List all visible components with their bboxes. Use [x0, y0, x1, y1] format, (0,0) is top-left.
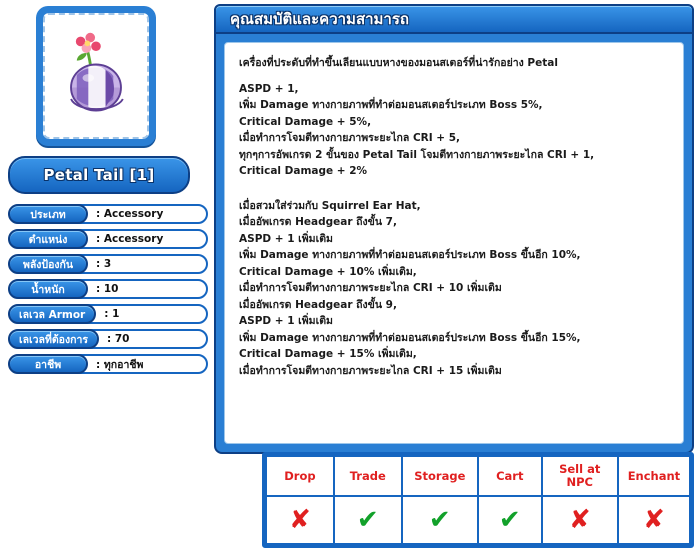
- properties-panel-body: [214, 32, 694, 454]
- properties-panel: [214, 4, 694, 454]
- check-icon: ✔: [498, 505, 521, 535]
- stat-key-defense: พลังป้องกัน: [8, 254, 88, 274]
- cross-icon: ✘: [643, 505, 665, 535]
- description-line: เมื่ออัพเกรด Headgear ถึงขั้น 9,: [239, 298, 397, 311]
- stat-row-position: [8, 229, 208, 249]
- stat-value-weight: : 10: [78, 279, 208, 299]
- description-line: Critical Damage + 10% เพิ่มเติม,: [239, 265, 417, 278]
- snail-shell-flower-icon: [48, 28, 144, 124]
- description-line: ASPD + 1 เพิ่มเติม: [239, 232, 333, 245]
- stat-key-required-level: เลเวลที่ต้องการ: [8, 329, 99, 349]
- stat-value-position: : Accessory: [78, 229, 208, 249]
- description-line: ASPD + 1 เพิ่มเติม: [239, 315, 333, 327]
- item-permissions-table: [262, 452, 694, 548]
- stat-key-weight: น้ำหนัก: [8, 279, 88, 299]
- description-line: เมื่ออัพเกรด Headgear ถึงขั้น 7,: [239, 216, 397, 228]
- description-line: ASPD + 1,: [239, 82, 299, 95]
- permissions-header-row: [266, 456, 690, 496]
- description-line: Critical Damage + 2%: [239, 165, 368, 177]
- stat-value-armor-level: : 1: [86, 304, 208, 324]
- description-line: [239, 72, 669, 81]
- description-line: เพิ่ม Damage ทางกายภาพที่ทำต่อมอนสเตอร์ประเภท Boss ขึ้นอีก 15%,: [239, 331, 581, 344]
- stat-key-type: ประเภท: [8, 204, 88, 224]
- description-line: เพิ่ม Damage ทางกายภาพที่ทำต่อมอนสเตอร์ประเภท Boss 5%,: [239, 99, 543, 111]
- check-icon: ✔: [428, 505, 451, 535]
- permission-header-storage: Storage: [402, 456, 478, 496]
- permission-cell-storage: [402, 496, 478, 544]
- stat-value-defense: : 3: [78, 254, 208, 274]
- description-line: เครื่องที่ประดับที่ทำขึ้นเลียนแบบหางของมอนสเตอร์ที่น่ารักอย่าง Petal: [239, 57, 558, 69]
- permission-cell-drop: [266, 496, 334, 544]
- item-name-plate: [8, 156, 190, 194]
- permission-cell-enchant: [618, 496, 690, 544]
- item-description-box: [224, 42, 684, 444]
- description-line: [239, 189, 669, 198]
- item-image-frame: [43, 13, 149, 139]
- cross-icon: ✘: [289, 505, 311, 535]
- description-line: [239, 180, 669, 189]
- stat-row-defense: [8, 254, 208, 274]
- permissions-value-row: [266, 496, 690, 544]
- description-line: Critical Damage + 15% เพิ่มเติม,: [239, 348, 417, 360]
- card-corner-decoration: [45, 15, 63, 33]
- stat-key-job: อาชีพ: [8, 354, 88, 374]
- permission-header-drop: Drop: [266, 456, 334, 496]
- check-icon: ✔: [356, 505, 379, 535]
- cross-icon: ✘: [568, 505, 591, 535]
- stat-key-position: ตำแหน่ง: [8, 229, 88, 249]
- properties-panel-header: [214, 4, 694, 34]
- description-line: Critical Damage + 5%,: [239, 115, 372, 128]
- permission-header-enchant: Enchant: [618, 456, 690, 496]
- stat-row-required-level: [8, 329, 208, 349]
- permission-cell-sell-at-npc: [542, 496, 618, 544]
- description-line: เพิ่ม Damage ทางกายภาพที่ทำต่อมอนสเตอร์ประเภท Boss ขึ้นอีก 10%,: [239, 249, 581, 261]
- stat-row-armor-level: [8, 304, 208, 324]
- description-line: เมื่อทำการโจมตีทางกายภาพระยะไกล CRI + 5,: [239, 132, 461, 144]
- stat-row-weight: [8, 279, 208, 299]
- item-image-card: [36, 6, 156, 146]
- description-line: เมื่อทำการโจมตีทางกายภาพระยะไกล CRI + 15 เพิ่มเติม: [239, 364, 502, 377]
- stat-value-required-level: : 70: [89, 329, 208, 349]
- stat-key-armor-level: เลเวล Armor: [8, 304, 96, 324]
- description-line: เมื่อสวมใส่ร่วมกับ Squirrel Ear Hat,: [239, 199, 421, 212]
- properties-panel-title: คุณสมบัติและความสามารถ: [230, 10, 409, 28]
- permission-header-cart: Cart: [478, 456, 542, 496]
- stat-value-type: : Accessory: [78, 204, 208, 224]
- stat-value-job: : ทุกอาชีพ: [78, 354, 208, 374]
- permission-header-trade: Trade: [334, 456, 402, 496]
- item-stat-list: [8, 204, 208, 374]
- stat-row-type: [8, 204, 208, 224]
- stat-row-job: [8, 354, 208, 374]
- permission-cell-trade: [334, 496, 402, 544]
- permission-header-sell-at-npc: Sell at NPC: [542, 456, 618, 496]
- item-name-label: Petal Tail [1]: [43, 166, 155, 184]
- description-line: เมื่อทำการโจมตีทางกายภาพระยะไกล CRI + 10 เพิ่มเติม: [239, 282, 502, 294]
- item-summary-column: [8, 6, 208, 379]
- permission-cell-cart: [478, 496, 542, 544]
- description-line: ทุกๆการอัพเกรด 2 ขั้นของ Petal Tail โจมตีทางกายภาพระยะไกล CRI + 1,: [239, 148, 595, 161]
